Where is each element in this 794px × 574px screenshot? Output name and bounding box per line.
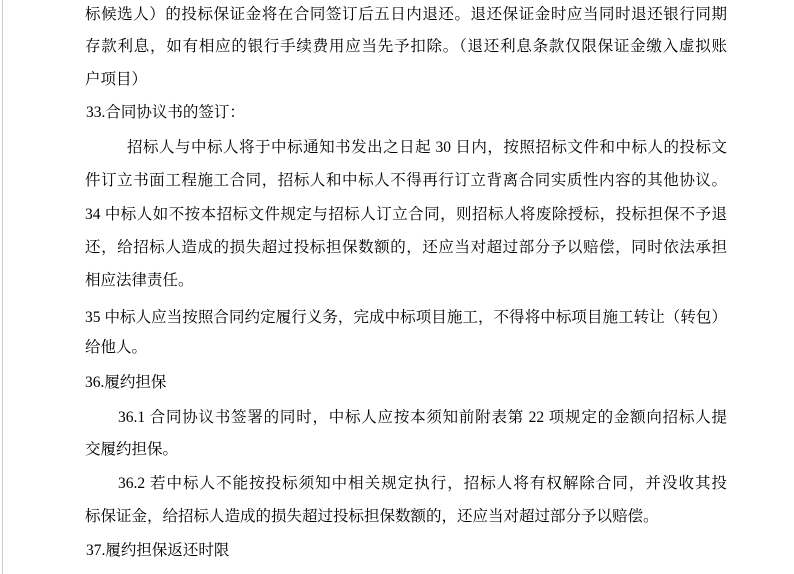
- text-line: 交履约担保。: [85, 441, 179, 458]
- page-left-edge-line: [2, 0, 3, 574]
- text-line: 相应法律责任。: [85, 272, 194, 289]
- text-line: 标候选人）的投标保证金将在合同签订后五日内退还。退还保证金时应当同时退还银行同期: [85, 6, 727, 23]
- text-line: 存款利息，如有相应的银行手续费用应当先予扣除。（退还利息条款仅限保证金缴入虚拟账: [85, 38, 727, 55]
- text-line: 36.履约担保: [85, 374, 167, 391]
- text-line: 33.合同协议书的签订：: [86, 104, 245, 121]
- text-line: 还，给招标人造成的损失超过投标担保数额的，还应当对超过部分予以赔偿，同时依法承担: [85, 239, 727, 256]
- text-line: 36.1 合同协议书签署的同时，中标人应按本须知前附表第 22 项规定的金额向招标人提: [118, 409, 727, 426]
- text-line: 36.2 若中标人不能按投标须知中相关规定执行，招标人将有权解除合同，并没收其投: [118, 475, 727, 492]
- text-line: 户项目）: [85, 71, 148, 88]
- text-line: 件订立书面工程施工合同，招标人和中标人不得再行订立背离合同实质性内容的其他协议。: [85, 172, 727, 189]
- text-line: 37.履约担保返还时限: [86, 542, 230, 559]
- text-line: 35 中标人应当按照合同约定履行义务，完成中标项目施工，不得将中标项目施工转让（转包）: [85, 309, 727, 326]
- text-line: 标保证金，给招标人造成的损失超过投标担保数额的，还应当对超过部分予以赔偿。: [85, 508, 659, 525]
- text-line: 给他人。: [85, 339, 148, 356]
- text-line: 招标人与中标人将于中标通知书发出之日起 30 日内，按照招标文件和中标人的投标文: [127, 139, 727, 156]
- text-line: 34 中标人如不按本招标文件规定与招标人订立合同，则招标人将废除授标，投标担保不予退: [85, 206, 727, 223]
